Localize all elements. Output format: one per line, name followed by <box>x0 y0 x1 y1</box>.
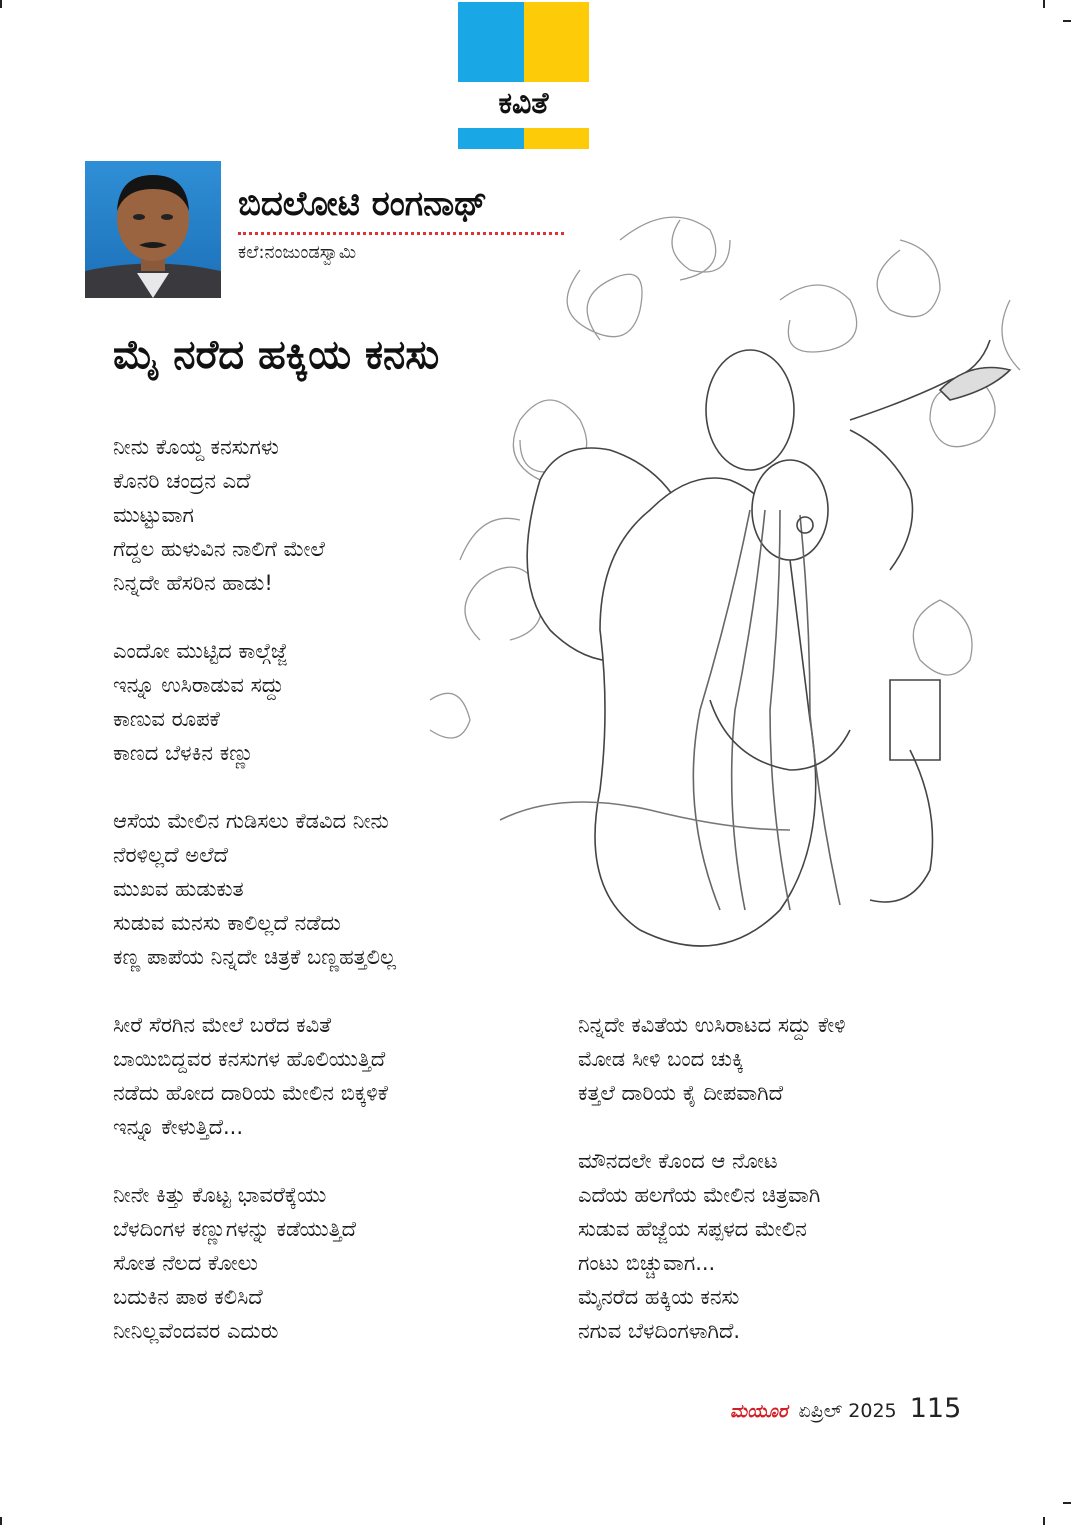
author-name: ಬಿದಲೋಟಿ ರಂಗನಾಥ್ <box>238 184 488 224</box>
poem-line: ಬಾಯಿಬಿದ್ದವರ ಕನಸುಗಳ ಹೊಲಿಯುತ್ತಿದೆ <box>113 1047 386 1071</box>
poem-line: ಕಣ್ಣ ಪಾಪೆಯ ನಿನ್ನದೇ ಚಿತ್ರಕೆ ಬಣ್ಣಹತ್ತಲಿಲ್ಲ <box>113 945 397 969</box>
crop-mark <box>0 0 2 8</box>
poem-line: ಬೆಳದಿಂಗಳ ಕಣ್ಣುಗಳನ್ನು ಕಡೆಯುತ್ತಿದೆ <box>113 1217 356 1241</box>
magazine-logo: ಮಯೂರ <box>730 1401 788 1422</box>
poem-title: ಮೈ ನರೆದ ಹಕ್ಕಿಯ ಕನಸು <box>113 332 440 378</box>
crop-mark <box>1063 20 1071 22</box>
poem-line: ಸೋತ ನೆಲದ ಕೋಲು <box>113 1251 258 1275</box>
poem-line: ಮೌನದಲೇ ಕೊಂದ ಆ ನೋಟ <box>578 1149 778 1173</box>
section-badge-yellow-bar <box>524 128 589 149</box>
poem-line: ನೀನು ಕೊಯ್ದ ಕನಸುಗಳು <box>113 435 279 459</box>
stanza-2 <box>113 634 287 770</box>
crop-mark <box>1063 1502 1071 1504</box>
section-badge-yellow-block <box>524 2 589 82</box>
issue-date: ಏಪ್ರಿಲ್ 2025 <box>798 1400 897 1422</box>
poem-line: ನಗುವ ಬೆಳದಿಂಗಳಾಗಿದೆ. <box>578 1319 741 1343</box>
poem-line: ಆಸೆಯ ಮೇಲಿನ ಗುಡಿಸಲು ಕೆಡವಿದ ನೀನು <box>113 809 389 833</box>
poem-line: ಸೀರೆ ಸೆರಗಿನ ಮೇಲೆ ಬರೆದ ಕವಿತೆ <box>113 1013 332 1037</box>
poem-line: ಎಂದೋ ಮುಟ್ಟಿದ ಕಾಲ್ಗೆಜ್ಜೆ <box>113 639 288 663</box>
poem-line: ನಡೆದು ಹೋದ ದಾರಿಯ ಮೇಲಿನ ಬಿಕ್ಕಳಿಕೆ <box>113 1081 389 1105</box>
poem-line: ನೀನಿಲ್ಲವೆಂದವರ ಎದುರು <box>113 1319 279 1343</box>
poem-line: ನೆರಳಿಲ್ಲದೆ ಅಲೆದೆ <box>113 843 228 867</box>
crop-mark <box>1043 1517 1045 1525</box>
art-credit: ಕಲೆ:ನಂಜುಂಡಸ್ವಾಮಿ <box>238 242 357 263</box>
poem-line: ಮುಟ್ಟುವಾಗ <box>113 503 194 527</box>
page-footer <box>730 1393 961 1424</box>
stanza-4 <box>113 1008 388 1144</box>
poem-line: ಬದುಕಿನ ಪಾಠ ಕಲಿಸಿದೆ <box>113 1285 263 1309</box>
poem-line: ನಿನ್ನದೇ ಕವಿತೆಯ ಉಸಿರಾಟದ ಸದ್ದು ಕೇಳಿ <box>578 1013 846 1037</box>
poem-line: ಕೊನರಿ ಚಂದ್ರನ ಎದೆ <box>113 469 251 493</box>
poem-line: ಗಂಟು ಬಿಚ್ಚುವಾಗ... <box>578 1251 716 1275</box>
section-badge-blue-bar <box>458 128 524 149</box>
stanza-3 <box>113 804 396 974</box>
stanza-7 <box>578 1144 820 1348</box>
poem-line: ಇನ್ನೂ ಕೇಳುತ್ತಿದೆ... <box>113 1115 243 1139</box>
page-number: 115 <box>909 1393 962 1424</box>
poem-line: ಎದೆಯ ಹಲಗೆಯ ಮೇಲಿನ ಚಿತ್ರವಾಗಿ <box>578 1183 821 1207</box>
poem-line: ಕಾಣುವ ರೂಪಕೆ <box>113 707 220 731</box>
poem-line: ಕತ್ತಲೆ ದಾರಿಯ ಕೈ ದೀಪವಾಗಿದೆ <box>578 1081 784 1105</box>
stanza-5 <box>113 1178 356 1348</box>
poem-line: ಸುಡುವ ಹೆಜ್ಜೆಯ ಸಪ್ಪಳದ ಮೇಲಿನ <box>578 1217 807 1241</box>
poem-illustration <box>420 180 1050 950</box>
poem-line: ಗೆದ್ದಲ ಹುಳುವಿನ ನಾಲಿಗೆ ಮೇಲೆ <box>113 537 325 561</box>
poem-line: ಸುಡುವ ಮನಸು ಕಾಲಿಲ್ಲದೆ ನಡೆದು <box>113 911 341 935</box>
poem-line: ಇನ್ನೂ ಉಸಿರಾಡುವ ಸದ್ದು <box>113 673 284 697</box>
section-badge-blue-block <box>458 2 524 82</box>
crop-mark <box>0 1517 2 1525</box>
stanza-6 <box>578 1008 846 1110</box>
poem-line: ನೀನೇ ಕಿತ್ತು ಕೊಟ್ಟ ಭಾವರೆಕ್ಕೆಯು <box>113 1183 327 1207</box>
poem-line: ಕಾಣದ ಬೆಳಕಿನ ಕಣ್ಣು <box>113 741 254 765</box>
poem-line: ಮುಖವ ಹುಡುಕುತ <box>113 877 244 901</box>
poem-line: ಮೋಡ ಸೀಳಿ ಬಂದ ಚುಕ್ಕಿ <box>578 1047 744 1071</box>
crop-mark <box>1043 0 1045 8</box>
section-label: ಕವಿತೆ <box>498 86 549 121</box>
stanza-1 <box>113 430 325 600</box>
poem-line: ಮೈನರೆದ ಹಕ್ಕಿಯ ಕನಸು <box>578 1285 740 1309</box>
author-photo <box>85 161 221 298</box>
poem-line: ನಿನ್ನದೇ ಹೆಸರಿನ ಹಾಡು! <box>113 571 273 595</box>
